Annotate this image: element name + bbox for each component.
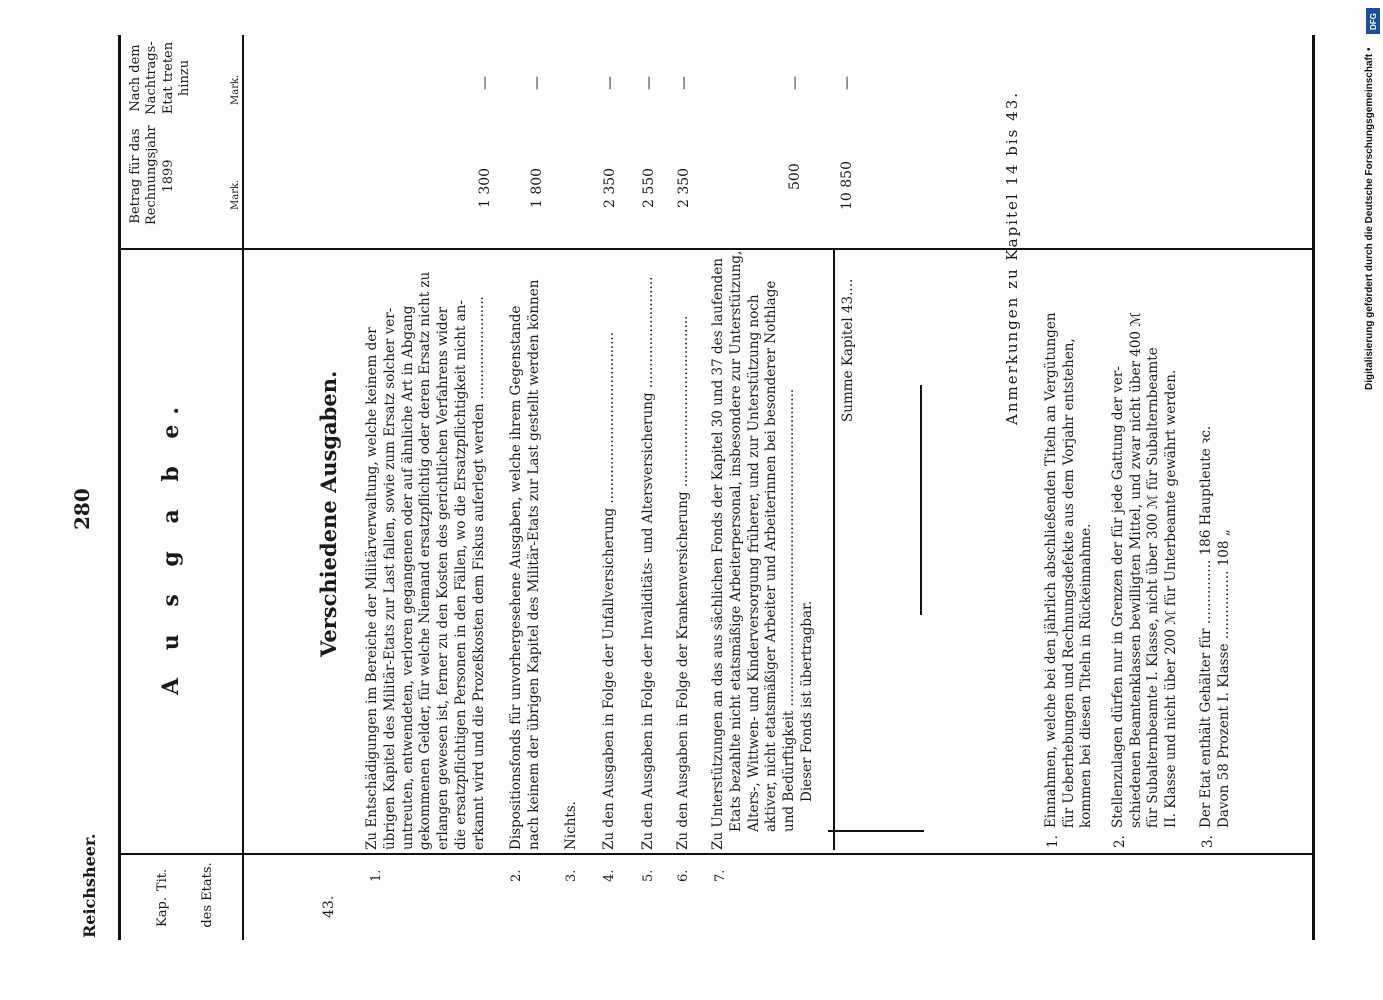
- tit-5: 5.: [641, 869, 656, 882]
- summe-underline: [833, 250, 835, 850]
- nachtrag-7: —: [787, 76, 803, 90]
- note-line: für Ueberhebungen und Rechnungsdefekte aus dem Vorjahr entstehen,: [1060, 338, 1077, 828]
- tit-1: 1.: [369, 869, 384, 882]
- entry-6: [675, 250, 693, 850]
- tit-6: 6.: [676, 869, 691, 882]
- note-3-number: 3.: [1200, 835, 1216, 848]
- section-subtitle: Verschiedene Ausgaben.: [316, 370, 341, 657]
- note-line: Davon 58 Prozent I. Klasse ................ 108 „: [1215, 529, 1232, 828]
- summe-label: Summe Kapitel 43....: [840, 278, 856, 422]
- nachtrag-4: —: [602, 76, 618, 90]
- nachtrag-6: —: [676, 76, 692, 90]
- entry-line: nach keinem der übrigen Kapitel des Militär-Etats zur Last gestellt werden können: [525, 279, 542, 850]
- entry-line: Dieser Fonds ist übertragbar.: [799, 600, 816, 802]
- entry-3: [563, 250, 581, 850]
- entry-line: Zu den Ausgaben in Folge der Krankenversicherung ........................................: [675, 315, 691, 850]
- col-kap: Kap.: [155, 897, 170, 927]
- entry-line: übrigen Kapitel des Militär-Etats zur Last fallen, sowie zum Ersatz solcher ver-: [381, 307, 398, 850]
- note-2-number: 2.: [1112, 835, 1128, 848]
- col-betrag-mark: Mark.: [230, 179, 241, 210]
- entry-line: aktiver, nicht etatsmäßiger Arbeiter und Arbeiterinnen bei besonderer Nothlage: [763, 280, 780, 832]
- entry-line: Etats bezahlte nicht etatsmäßige Arbeiterpersonal, insbesondere zur Unterstützung,: [727, 250, 744, 832]
- entry-7: [710, 250, 817, 850]
- note-line: Der Etat enthält Gehälter für ............... 186 Hauptleute ꝛc.: [1198, 425, 1214, 828]
- entry-line: gekommenen Gelder, für welche Niemand ersatzpflichtig oder deren Ersatz nicht zu: [417, 271, 434, 850]
- summe-nachtrag: —: [839, 76, 855, 90]
- entry-line: und Bedürftigkeit ..........................................................................: [781, 388, 798, 832]
- note-1: [1043, 268, 1096, 828]
- amount-7: 500: [787, 163, 803, 190]
- entry-line: Nichts.: [563, 800, 579, 850]
- entry-line: die ersatzpflichtigen Personen in den Fällen, wo die Ersatzpflichtigkeit nicht an-: [453, 300, 470, 850]
- dfg-logo-text: DFG: [1368, 12, 1378, 30]
- col-betrag: Betrag für das Rechnungsjahr 1899: [128, 125, 176, 225]
- note-line: Einnahmen, welche bei den jährlich abschließenden Titeln an Vergütungen: [1043, 312, 1059, 828]
- digitization-credit-text: Digitalisierung gefördert durch die Deutsche Forschungsgemeinschaft •: [1364, 47, 1375, 390]
- amount-4: 2 350: [602, 167, 618, 208]
- note-line: II. Klasse und nicht über 200 ℳ für Unterbeamte gewährt werden.: [1162, 369, 1179, 828]
- table-top-rule: [118, 35, 121, 940]
- nachtrag-2: —: [529, 76, 545, 90]
- tit-4: 4.: [602, 869, 617, 882]
- section-divider: [920, 385, 922, 615]
- entry-1: [364, 250, 489, 850]
- entry-line: untreuten, entwendeten, verloren gegangenen oder auf ähnliche Art in Abgang: [399, 305, 416, 850]
- entry-line: Zu den Ausgaben in Folge der Invaliditäts- und Altersversicherung ..........................: [640, 276, 656, 850]
- entry-2: [508, 250, 544, 850]
- nachtrag-5: —: [641, 76, 657, 90]
- entry-line: Zu den Ausgaben in Folge der Unfallversicherung ........................................: [601, 331, 617, 850]
- tit-2: 2.: [509, 869, 524, 882]
- amount-2: 1 800: [529, 167, 545, 208]
- page-number: 280: [70, 488, 94, 530]
- summe-amount: 10 850: [839, 161, 855, 210]
- tit-3: 3.: [564, 869, 579, 882]
- amount-6: 2 350: [676, 167, 692, 208]
- note-line: Stellenzulagen dürfen nur in Grenzen der für jede Gattung der ver-: [1110, 366, 1126, 828]
- col-tit: Tit.: [155, 868, 170, 892]
- header-left: Reichsheer.: [80, 833, 99, 938]
- col-nachtrag-mark: Mark.: [230, 74, 241, 105]
- amount-5: 2 550: [641, 167, 657, 208]
- note-line: schiedenen Beamtenklassen bewilligten Mittel, und zwar nicht über 400 ℳ: [1127, 312, 1144, 828]
- kap-column-rule: [118, 853, 1315, 855]
- col-nachtrag: Nach dem Nachtrags-Etat treten hinzu: [128, 41, 192, 115]
- header-bottom-rule: [242, 35, 244, 940]
- note-2: [1110, 268, 1180, 828]
- table-bottom-rule: [1312, 35, 1315, 940]
- kapitel-number: 43.: [321, 895, 337, 918]
- nachtrag-1: —: [477, 76, 493, 90]
- note-line: für Subalternbeamte I. Klasse, nicht über 300 ℳ für Subalternbeamte: [1145, 347, 1162, 828]
- entry-line: Dispositionsfonds für unvorhergesehene Ausgaben, welche ihrem Gegenstande: [508, 305, 524, 850]
- note-3: [1198, 208, 1233, 828]
- entry-line: Alters-, Wittwen- und Kinderversorgung früherer, und zur Unterstützung noch: [745, 294, 762, 832]
- entry-4: [601, 250, 619, 850]
- entry-line: erlangen gewesen ist, ferner zu den Kosten des gerichtlichen Verfahrens wider: [435, 306, 452, 850]
- entry-line: erkannt wird und die Prozeßkosten dem Fiskus auferlegt werden ........................: [470, 296, 487, 850]
- tit-7: 7.: [713, 869, 728, 882]
- col-des-etats: des Etats.: [200, 862, 215, 928]
- section-title: A u s g a b e.: [158, 396, 184, 695]
- amount-1: 1 300: [477, 167, 493, 208]
- entry-line: Zu Unterstützungen an das aus sächlichen Fonds der Kapitel 30 und 37 des laufenden: [710, 258, 726, 850]
- note-line: kommen bei diesen Titeln in Rückeinnahme.: [1078, 523, 1095, 828]
- note-1-number: 1.: [1045, 835, 1061, 848]
- notes-title: Anmerkungen zu Kapitel 14 bis 43.: [1003, 90, 1021, 425]
- summe-rule: [828, 830, 924, 832]
- entry-5: [640, 250, 658, 850]
- entry-line: Zu Entschädigungen im Bereiche der Militärverwaltung, welche keinem der: [364, 327, 380, 850]
- digitization-credit: [1364, 10, 1382, 390]
